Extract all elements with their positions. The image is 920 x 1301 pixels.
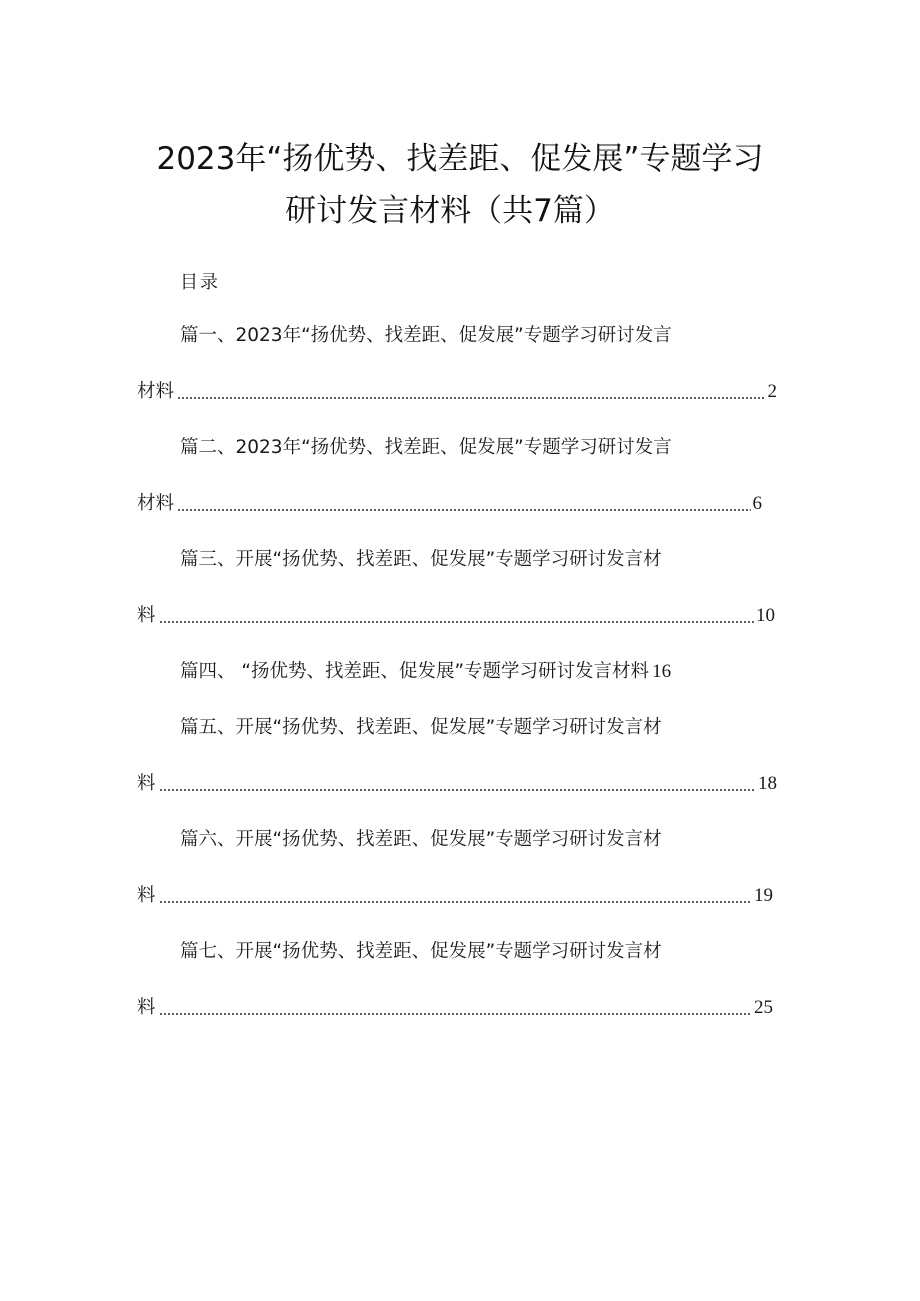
document-title-line-1: 2023年“扬优势、找差距、促发展”专题学习	[156, 141, 764, 177]
toc-entry-3-continuation[interactable]	[137, 602, 775, 630]
toc-entry-1-title[interactable]: 篇一、2023年“扬优势、找差距、促发展”专题学习研讨发言	[180, 325, 672, 346]
toc-entry-7-title-end: 料	[137, 997, 156, 1018]
toc-entry-6-title-end: 料	[137, 885, 156, 906]
toc-entry-2-title-end: 材料	[137, 493, 175, 514]
toc-entry-6-continuation[interactable]	[137, 882, 773, 910]
toc-entry-5-page: 18	[758, 773, 777, 794]
toc-leader-dots	[159, 899, 752, 904]
toc-leader-dots	[177, 395, 765, 400]
toc-entry-7-page: 25	[754, 997, 773, 1018]
toc-entry-5-title-end: 料	[137, 773, 156, 794]
toc-entry-7-continuation[interactable]	[137, 994, 773, 1022]
toc-entry-1-title-end: 材料	[137, 381, 175, 402]
toc-heading: 目录	[180, 272, 220, 293]
toc-leader-dots	[159, 619, 754, 624]
toc-entry-6-page: 19	[754, 885, 773, 906]
toc-entry-1-page: 2	[767, 381, 777, 402]
toc-entry-3-title[interactable]: 篇三、开展“扬优势、找差距、促发展”专题学习研讨发言材	[180, 549, 662, 570]
toc-entry-7-title[interactable]: 篇七、开展“扬优势、找差距、促发展”专题学习研讨发言材	[180, 941, 662, 962]
toc-entry-4[interactable]	[180, 658, 671, 686]
toc-leader-dots	[177, 507, 750, 512]
toc-entry-3-title-end: 料	[137, 605, 156, 626]
toc-entry-3-page: 10	[756, 605, 775, 626]
toc-entry-4-title: 篇四、 “扬优势、找差距、促发展”专题学习研讨发言材料	[180, 661, 650, 682]
toc-entry-2-page: 6	[752, 493, 762, 514]
toc-entry-6-title[interactable]: 篇六、开展“扬优势、找差距、促发展”专题学习研讨发言材	[180, 829, 662, 850]
toc-leader-dots	[159, 1011, 752, 1016]
toc-entry-5-title[interactable]: 篇五、开展“扬优势、找差距、促发展”专题学习研讨发言材	[180, 717, 662, 738]
toc-entry-2-title[interactable]: 篇二、2023年“扬优势、找差距、促发展”专题学习研讨发言	[180, 437, 672, 458]
toc-leader-dots	[159, 787, 756, 792]
toc-entry-4-page: 16	[652, 661, 672, 682]
toc-entry-1-continuation[interactable]	[137, 378, 777, 406]
document-title-line-2: 研讨发言材料（共7篇）	[285, 193, 615, 229]
toc-entry-5-continuation[interactable]	[137, 770, 777, 798]
toc-entry-2-continuation[interactable]	[137, 490, 762, 518]
